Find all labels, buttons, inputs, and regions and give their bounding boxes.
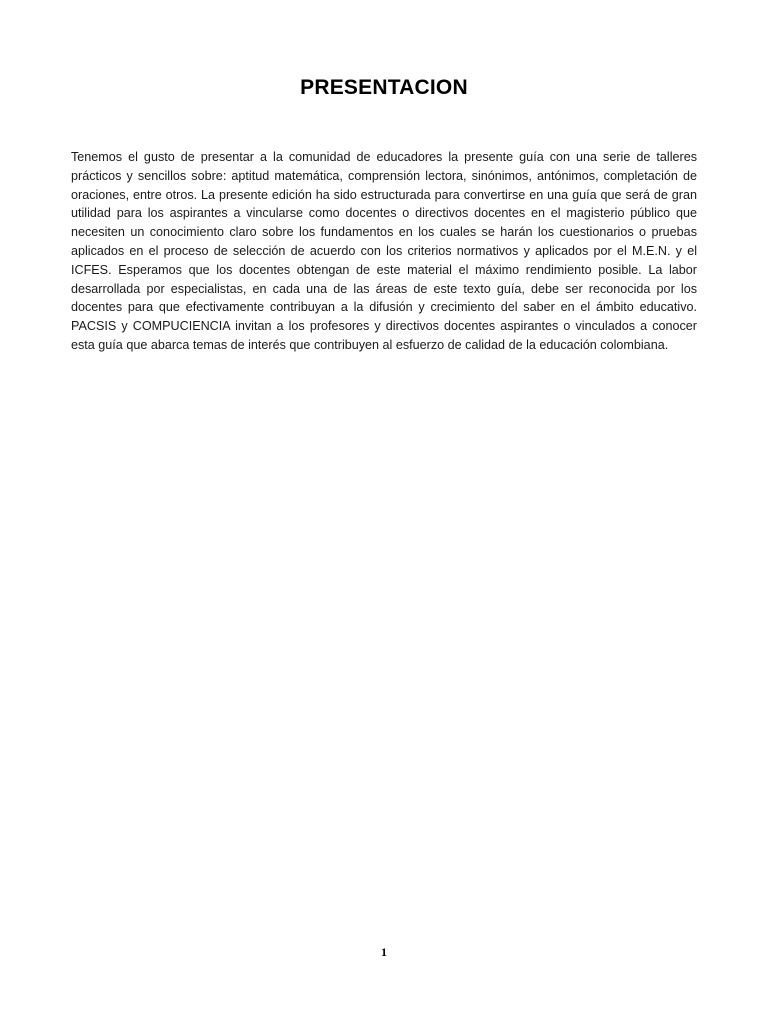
page-title: PRESENTACION	[300, 76, 468, 99]
presentation-paragraph: Tenemos el gusto de presentar a la comunidad de educadores la presente guía con una serie de talleres prácticos y sencillos sobre: aptitud matemática, comprensión lectora, sinónimos, antónimos, completación de oraciones, entre otros. La presente edición ha sido estructurada para convertirse en una guía que será de gran utilidad para los aspirantes a vincularse como docentes o directivos docentes en el magisterio público que necesiten un conocimiento claro sobre los fundamentos en los cuales se harán los cuestionarios o pruebas aplicados en el proceso de selección de acuerdo con los criterios normativos y aplicados por el M.E.N. y el ICFES. Esperamos que los docentes obtengan de este material el máximo rendimiento posible. La labor desarrollada por especialistas, en cada una de las áreas de este texto guía, debe ser reconocida por los docentes para que efectivamente contribuyan a la difusión y crecimiento del saber en el ámbito educativo. PACSIS y COMPUCIENCIA invitan a los profesores y directivos docentes aspirantes o vinculados a conocer esta guía que abarca temas de interés que contribuyen al esfuerzo de calidad de la educación colombiana.	[71, 150, 697, 352]
page-number: 1	[381, 945, 387, 959]
